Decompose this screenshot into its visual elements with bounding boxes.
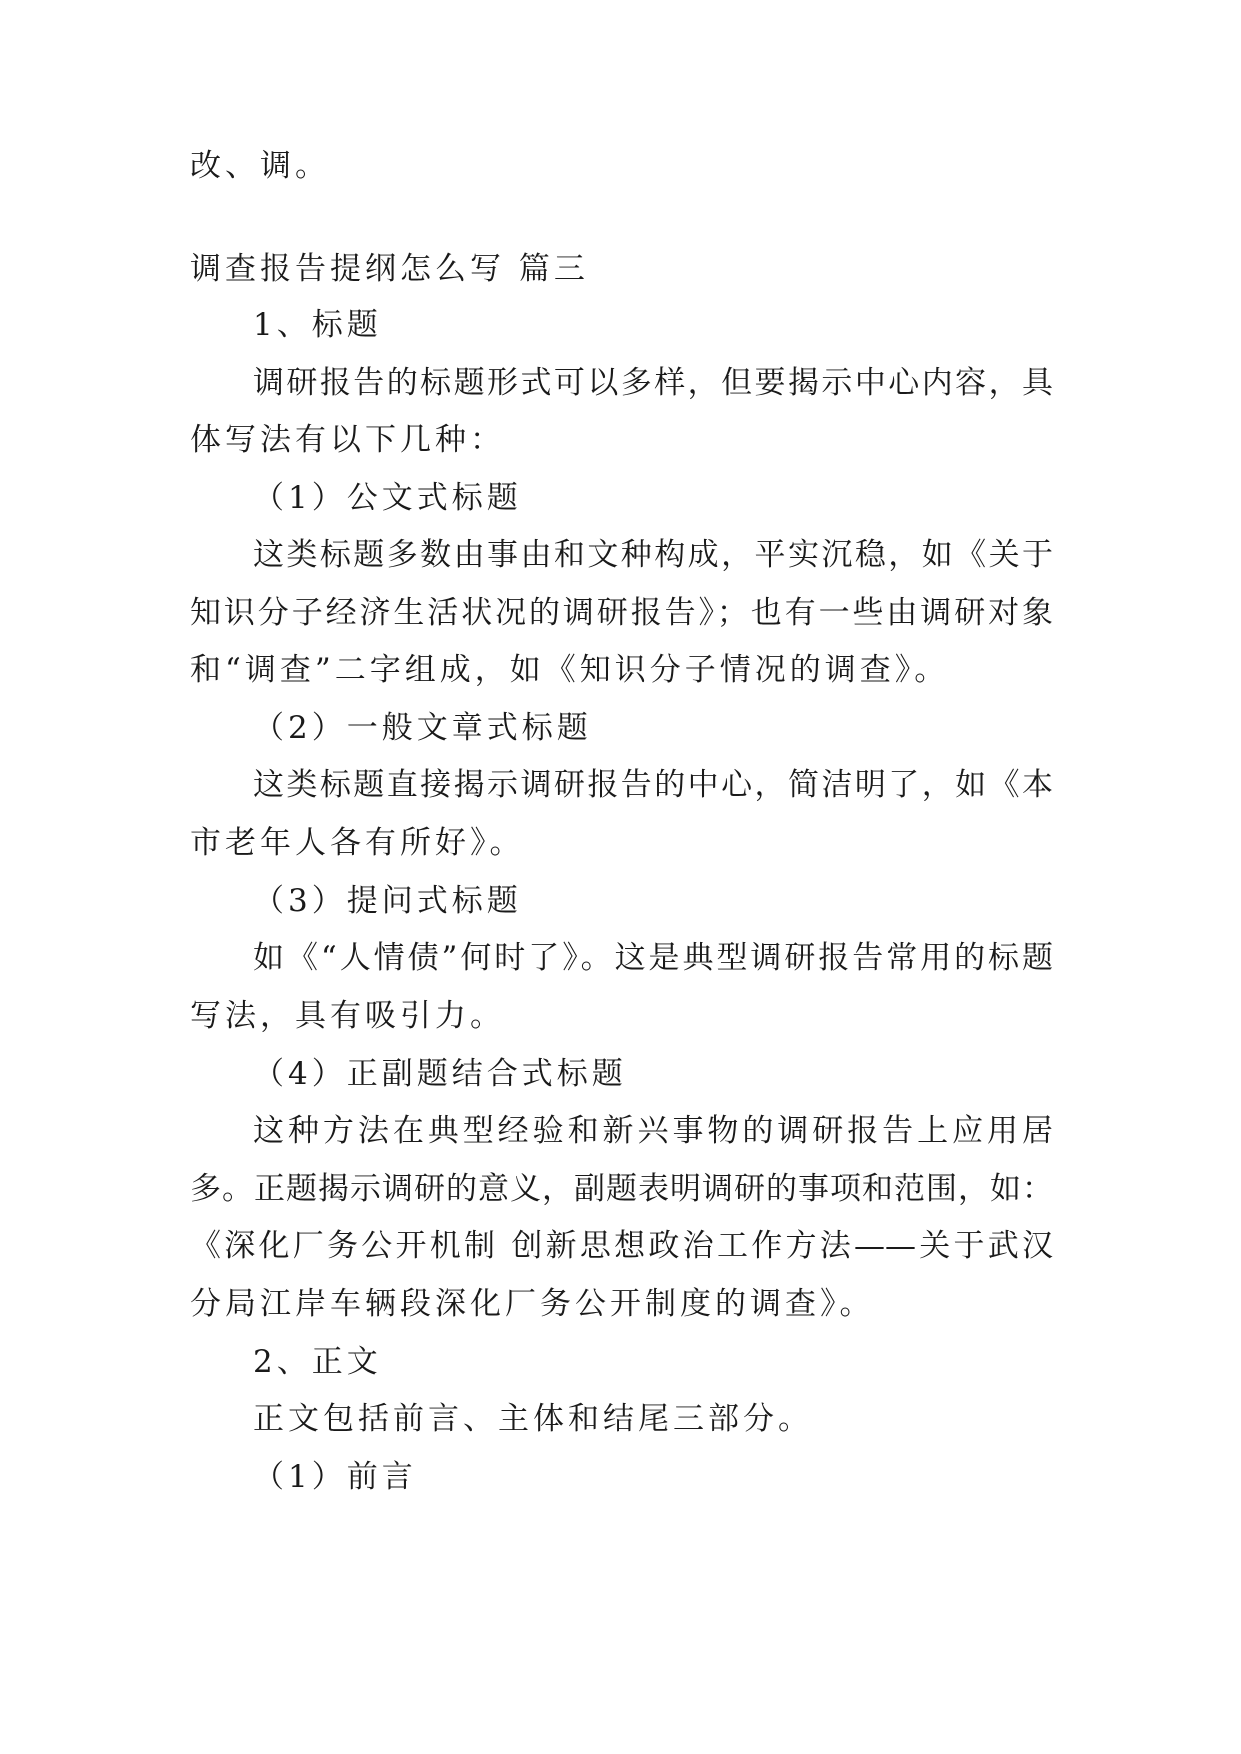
subheading: 2、正文 [253,1344,382,1380]
text-line: 市老年人各有所好》。 [190,825,525,861]
text-line: 改、调。 [190,148,330,184]
text-line: 知识分子经济生活状况的调研报告》；也有一些由调研对象 [190,595,1053,631]
text-line: 多。正题揭示调研的意义，副题表明调研的事项和范围，如： [190,1171,1053,1207]
subheading: （1）公文式标题 [253,480,522,516]
text-line: 《深化厂务公开机制 创新思想政治工作方法——关于武汉 [190,1228,1053,1264]
section-heading: 调查报告提纲怎么写 篇三 [190,251,589,287]
subheading: （3）提问式标题 [253,883,522,919]
text-line: 分局江岸车辆段深化厂务公开制度的调查》。 [190,1286,875,1322]
subheading: 1、标题 [253,307,382,343]
text-line: 正文包括前言、主体和结尾三部分。 [253,1401,813,1437]
subheading: （2）一般文章式标题 [253,710,592,746]
subheading: （4）正副题结合式标题 [253,1056,627,1092]
text-line: 这类标题直接揭示调研报告的中心，简洁明了，如《本 [253,767,1053,803]
text-line: 写法，具有吸引力。 [190,998,505,1034]
subheading: （1）前言 [253,1459,417,1495]
text-line: 这类标题多数由事由和文种构成，平实沉稳，如《关于 [253,537,1053,573]
text-line: 体写法有以下几种： [190,422,505,458]
text-line: 这种方法在典型经验和新兴事物的调研报告上应用居 [253,1113,1053,1149]
text-line: 调研报告的标题形式可以多样，但要揭示中心内容，具 [253,365,1053,401]
text-line: 如《“人情债”何时了》。这是典型调研报告常用的标题 [253,940,1053,976]
text-line: 和“调查”二字组成，如《知识分子情况的调查》。 [190,652,950,688]
